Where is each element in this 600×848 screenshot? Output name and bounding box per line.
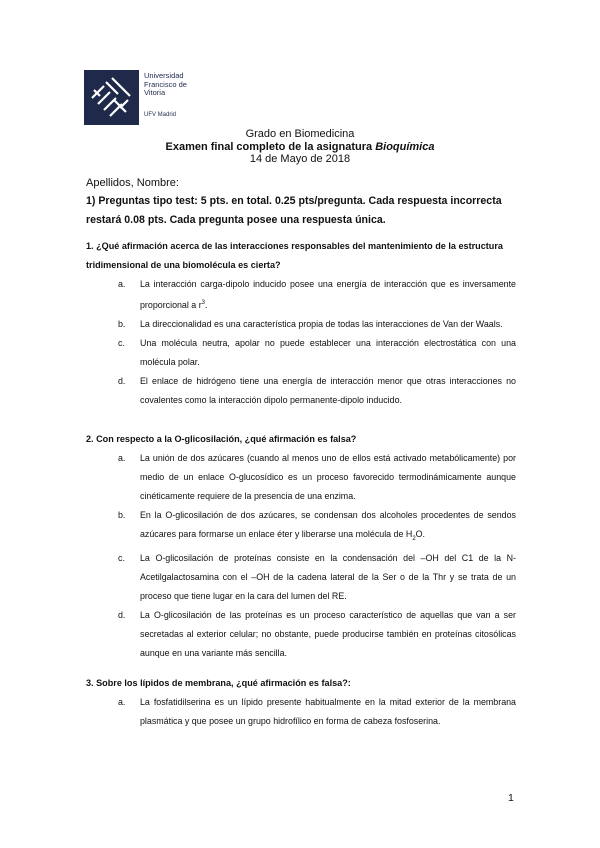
option-text-end: O. [415, 529, 426, 539]
question-1-options [118, 275, 516, 410]
option-text: El enlace de hidrógeno tiene una energía de interacción menor que otras interacciones no covalentes como la interacción dipolo permanente-dipolo inducido. [140, 375, 516, 405]
university-campus: UFV Madrid [144, 112, 177, 118]
degree-title: Grado en Biomedicina [245, 128, 355, 140]
exam-title [0, 141, 600, 154]
option-text: Una molécula neutra, apolar no puede establecer una interacción electrostática con una molécula polar. [140, 337, 516, 367]
university-name-line-3: Vitoria [144, 88, 166, 97]
option-letter: a. [118, 279, 126, 289]
question-1-option-b [118, 315, 516, 334]
question-2-option-a [118, 449, 516, 506]
question-1-option-a [118, 275, 516, 315]
exam-title-prefix: Examen final completo de la asignatura [165, 140, 376, 153]
option-letter: b. [118, 318, 126, 329]
option-letter: c. [118, 337, 125, 348]
question-2-options [118, 449, 516, 663]
question-2-option-b [118, 506, 516, 549]
page-number: 1 [508, 792, 514, 804]
question-3: 3. Sobre los lípidos de membrana, ¿qué afirmación es falsa?: [86, 678, 351, 688]
question-2-option-d [118, 606, 516, 663]
question-2-option-c [118, 549, 516, 606]
university-logo-mark-icon [84, 70, 139, 125]
option-text: La unión de dos azúcares (cuando al menos uno de ellos está activado metabólicamente) por medio de un enlace O-glucosídico es un proceso favorecido termodinámicamente aunque cinéticamente requiere de la presencia de una enzima. [140, 453, 516, 501]
option-text: En la O-glicosilación de dos azúcares, se condensan dos alcoholes procedentes de sendos azúcares para formarse un enlace éter y liberarse una molécula de H [140, 510, 516, 539]
option-text: La O-glicosilación de proteínas consiste en la condensación del –OH del C1 de la N-Acetilgalactosamina con el –OH de la cadena lateral de la Ser o de la Thr y se trata de un proceso que tiene lugar en la cara del lumen del RE. [140, 552, 516, 601]
option-letter: d. [118, 609, 126, 620]
option-text-end: . [205, 299, 208, 310]
question-1: 1. ¿Qué afirmación acerca de las interacciones responsables del mantenimiento de la estructura tridimensional de una biomolécula es cierta? [86, 241, 503, 270]
university-name [144, 72, 219, 98]
option-letter: a. [118, 697, 126, 707]
question-1-option-c [118, 334, 516, 372]
option-superscript: 3 [201, 300, 206, 306]
subject-name: Bioquímica [375, 140, 435, 153]
question-3-options [118, 693, 516, 731]
question-1-option-d [118, 372, 516, 410]
university-logo [84, 70, 214, 125]
exam-header [0, 128, 600, 166]
option-letter: d. [118, 375, 126, 386]
university-name-line-2: Francisco de [144, 79, 187, 89]
option-text: La fosfatidilserina es un lípido presente habitualmente en la mitad exterior de la membrana plasmática y que posee un grupo hidrofílico en forma de cabeza fosfoserina. [140, 697, 516, 726]
option-text: La interacción carga-dipolo inducido posee una energía de interacción que es inversamente proporcional a r [140, 279, 516, 310]
question-2: 2. Con respecto a la O-glicosilación, ¿qué afirmación es falsa? [86, 434, 357, 444]
university-name-line-1: Universidad [144, 71, 184, 80]
option-subscript: 2 [412, 535, 416, 542]
exam-date: 14 de Mayo de 2018 [249, 153, 351, 165]
option-text: La direccionalidad es una característica propia de todas las interacciones de Van der Waals. [140, 318, 503, 329]
instructions: 1) Preguntas tipo test: 5 pts. en total. 0.25 pts/pregunta. Cada respuesta incorrecta restará 0.08 pts. Cada pregunta posee una respuesta única. [86, 195, 502, 226]
name-field-label: Apellidos, Nombre: [86, 177, 179, 189]
option-letter: b. [118, 510, 126, 520]
option-letter: a. [118, 453, 126, 463]
question-3-option-a [118, 693, 516, 731]
option-letter: c. [118, 552, 125, 563]
option-text: La O-glicosilación de las proteínas es un proceso característico de aquellas que van a ser secretadas al exterior celular; no obstante, puede producirse también en proteínas citosólicas aunque en una variante más sencilla. [140, 609, 516, 658]
